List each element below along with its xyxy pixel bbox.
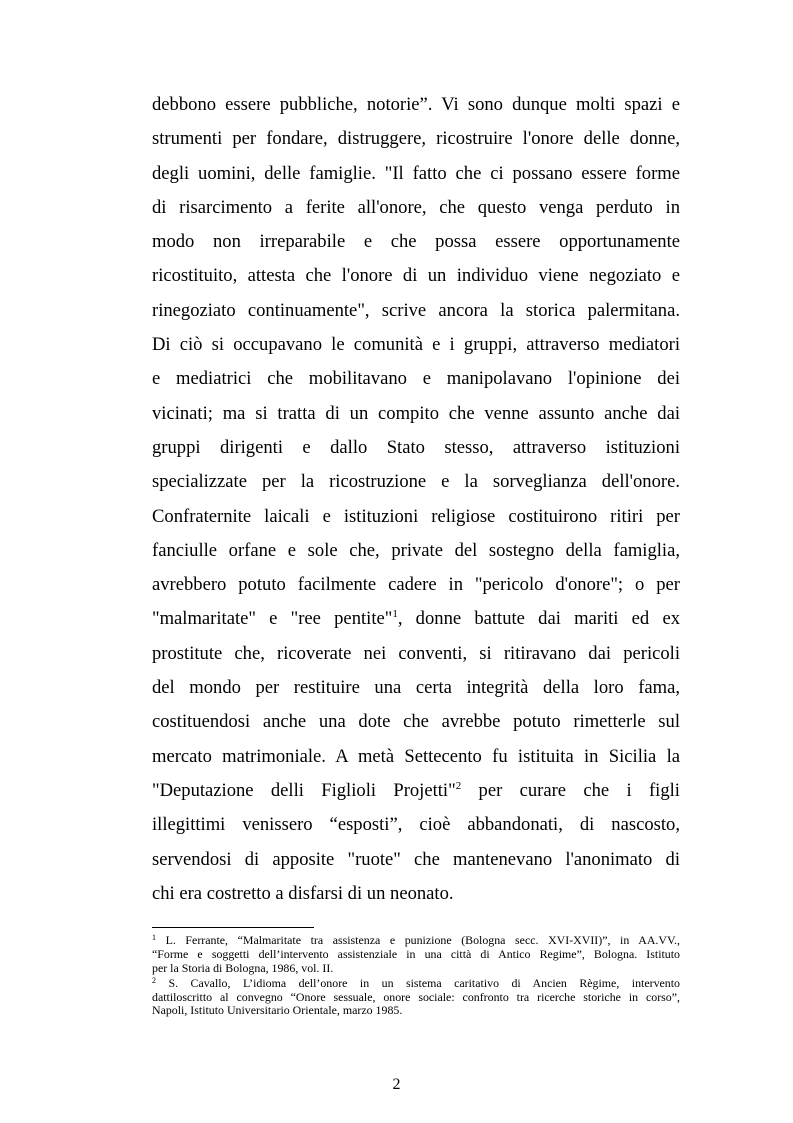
- text-line: ricostituito, attesta che l'onore di un individuo viene negoziato e: [152, 265, 680, 287]
- footnote-ref: 2: [455, 779, 462, 792]
- footnote-line: per la Storia di Bologna, 1986, vol. II.: [152, 960, 334, 975]
- text-line: fanciulle orfane e sole che, private del sostegno della famiglia,: [152, 539, 680, 561]
- text-line: avrebbero potuto facilmente cadere in "pericolo d'onore"; o per: [152, 574, 680, 596]
- text-line: vicinati; ma si tratta di un compito che venne assunto anche dai: [152, 402, 680, 424]
- text-line: mercato matrimoniale. A metà Settecento fu istituita in Sicilia la: [152, 745, 680, 767]
- footnote-line: [152, 977, 680, 991]
- footnote-line: “Forme e soggetti dell’intervento assistenziale in una città di Antico Regime”, Bologna. Istituto: [152, 946, 680, 961]
- text-line: [152, 602, 680, 636]
- footnote-marker: 1: [152, 933, 156, 942]
- text-line: degli uomini, delle famiglie. "Il fatto che ci possano essere forme: [152, 162, 680, 184]
- text-line: [152, 774, 680, 808]
- text-line: di risarcimento a ferite all'onore, che questo venga perduto in: [152, 196, 680, 218]
- text-line: prostitute che, ricoverate nei conventi, si ritiravano dai pericoli: [152, 642, 680, 664]
- text-segment: per curare che i figli: [461, 779, 680, 801]
- footnote-text: L. Ferrante, “Malmaritate tra assistenza e punizione (Bologna secc. XVI-XVII)”, in AA.VV.,: [165, 933, 680, 947]
- text-line: strumenti per fondare, distruggere, ricostruire l'onore delle donne,: [152, 128, 680, 150]
- footnotes: [152, 934, 680, 1018]
- footnote-line: dattiloscritto al convegno “Onore sessuale, onore sociale: confronto tra ricerche storiche in corso”,: [152, 989, 680, 1004]
- footnote-line: [152, 934, 680, 948]
- text-line: gruppi dirigenti e dallo Stato stesso, attraverso istituzioni: [152, 436, 680, 458]
- text-segment: "malmaritate" e "ree pentite": [152, 608, 393, 630]
- text-line: costituendosi anche una dote che avrebbe potuto rimetterle sul: [152, 711, 680, 733]
- footnote-text: S. Cavallo, L’idioma dell’onore in un sistema caritativo di Ancien Règime, intervento: [168, 975, 680, 990]
- text-line: rinegoziato continuamente", scrive ancora la storica palermitana.: [152, 299, 680, 321]
- footnote-ref: 1: [392, 608, 398, 621]
- text-line: del mondo per restituire una certa integrità della loro fama,: [152, 677, 680, 699]
- text-segment: "Deputazione delli Figlioli Projetti": [152, 779, 456, 801]
- text-segment: , donne battute dai mariti ed ex: [397, 608, 680, 630]
- text-line: Confraternite laicali e istituzioni religiose costituirono ritiri per: [152, 505, 680, 527]
- text-line: e mediatrici che mobilitavano e manipolavano l'opinione dei: [152, 368, 680, 390]
- body-text: [152, 88, 680, 911]
- text-line: Di ciò si occupavano le comunità e i gruppi, attraverso mediatori: [152, 334, 680, 356]
- footnote-line: Napoli, Istituto Universitario Orientale, marzo 1985.: [152, 1003, 403, 1018]
- text-line: chi era costretto a disfarsi di un neonato.: [152, 882, 454, 904]
- page-number: 2: [392, 1076, 401, 1093]
- footnote-marker: 2: [152, 975, 156, 985]
- text-line: modo non irreparabile e che possa essere opportunamente: [152, 231, 680, 253]
- text-line: illegittimi venissero “esposti”, cioè abbandonati, di nascosto,: [152, 814, 680, 836]
- footnote-separator: [152, 927, 314, 928]
- text-line: debbono essere pubbliche, notorie”. Vi sono dunque molti spazi e: [152, 94, 680, 115]
- text-line: servendosi di apposite "ruote" che mantenevano l'anonimato di: [152, 848, 680, 870]
- text-line: specializzate per la ricostruzione e la sorveglianza dell'onore.: [152, 471, 680, 493]
